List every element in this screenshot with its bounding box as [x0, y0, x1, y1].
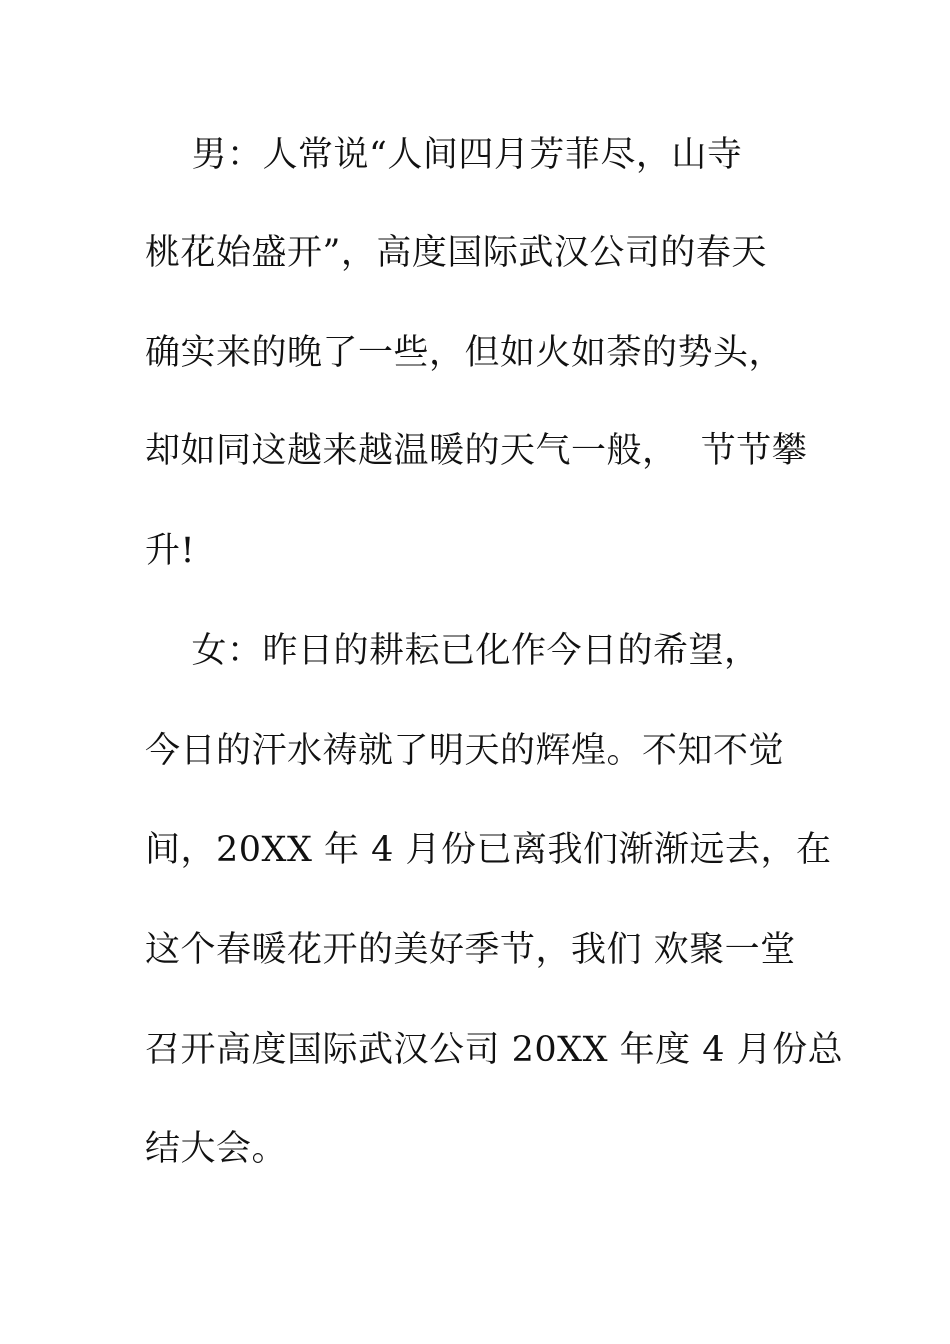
text-line: 却如同这越来越温暖的天气一般， 节节攀 — [145, 431, 808, 471]
text-line: 男：人常说“人间四月芳菲尽，山寺 — [145, 135, 743, 175]
text-line: 桃花始盛开”，高度国际武汉公司的春天 — [145, 233, 767, 273]
text-line: 间，20XX 年 4 月份已离我们渐渐远去，在 — [145, 830, 832, 870]
text-line: 升! — [145, 531, 196, 571]
text-line: 召开高度国际武汉公司 20XX 年度 4 月份总 — [145, 1030, 844, 1070]
text-line: 这个春暖花开的美好季节，我们 欢聚一堂 — [145, 930, 796, 970]
text-line: 结大会。 — [145, 1129, 288, 1169]
text-line: 确实来的晚了一些，但如火如荼的势头， — [145, 333, 785, 373]
text-line: 今日的汗水祷就了明天的辉煌。不知不觉 — [145, 731, 785, 771]
text-line: 女：昨日的耕耘已化作今日的希望， — [145, 631, 760, 671]
